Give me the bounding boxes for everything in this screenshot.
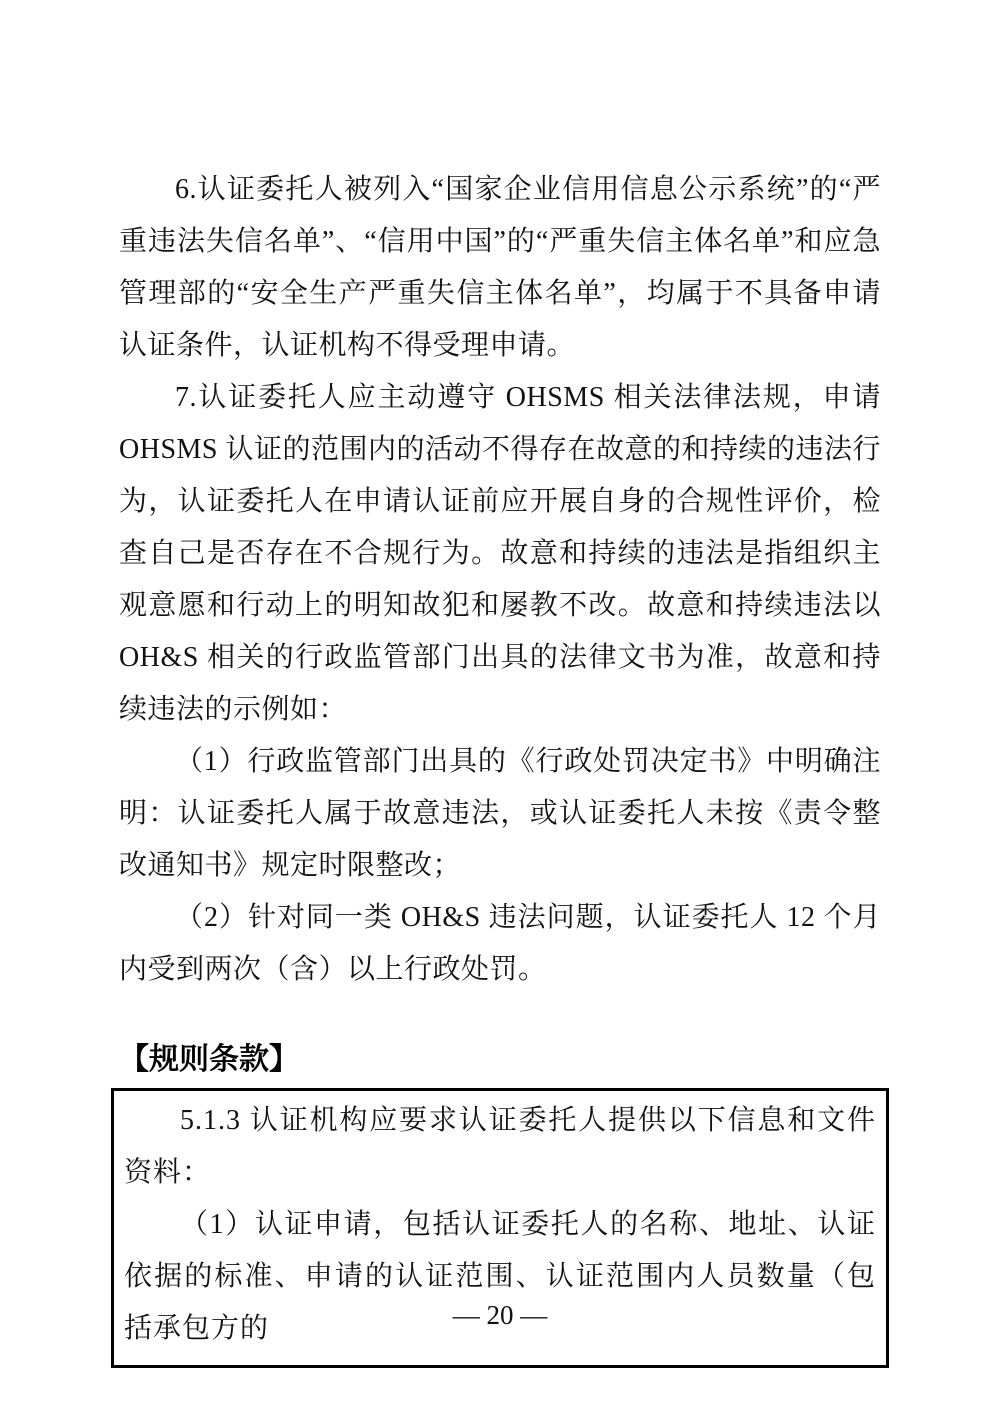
page-body xyxy=(119,164,881,1368)
body-paragraph-item-2: （2）针对同一类 OH&S 违法问题，认证委托人 12 个月内受到两次（含）以上行政处罚。 xyxy=(119,902,881,985)
rule-clause-item-1: （1）认证申请，包括认证委托人的名称、地址、认证依据的标准、申请的认证范围、认证范围内人员数量（包括承包方的 xyxy=(124,1209,876,1344)
body-paragraph-7: 7.认证委托人应主动遵守 OHSMS 相关法律法规，申请 OHSMS 认证的范围内的活动不得存在故意的和持续的违法行为，认证委托人在申请认证前应开展自身的合规性评价，检查自己是否存在不合规行为。故意和持续的违法是指组织主观意愿和行动上的明知故犯和屡教不改。故意和持续违法以 OH&S 相关的行政监管部门出具的法律文书为准，故意和持续违法的示例如： xyxy=(119,382,881,725)
body-paragraph-item-1: （1）行政监管部门出具的《行政处罚决定书》中明确注明：认证委托人属于故意违法，或认证委托人未按《责令整改通知书》规定时限整改； xyxy=(119,746,881,881)
page-number: — 20 — xyxy=(452,1300,548,1330)
section-heading-rule-clauses: 【规则条款】 xyxy=(119,1043,299,1076)
rule-clause-5-1-3: 5.1.3 认证机构应要求认证委托人提供以下信息和文件资料： xyxy=(124,1105,876,1188)
body-paragraph-6: 6.认证委托人被列入“国家企业信用信息公示系统”的“严重违法失信名单”、“信用中国”的“严重失信主体名单”和应急管理部的“安全生产严重失信主体名单”，均属于不具备申请认证条件，认证机构不得受理申请。 xyxy=(119,174,881,361)
